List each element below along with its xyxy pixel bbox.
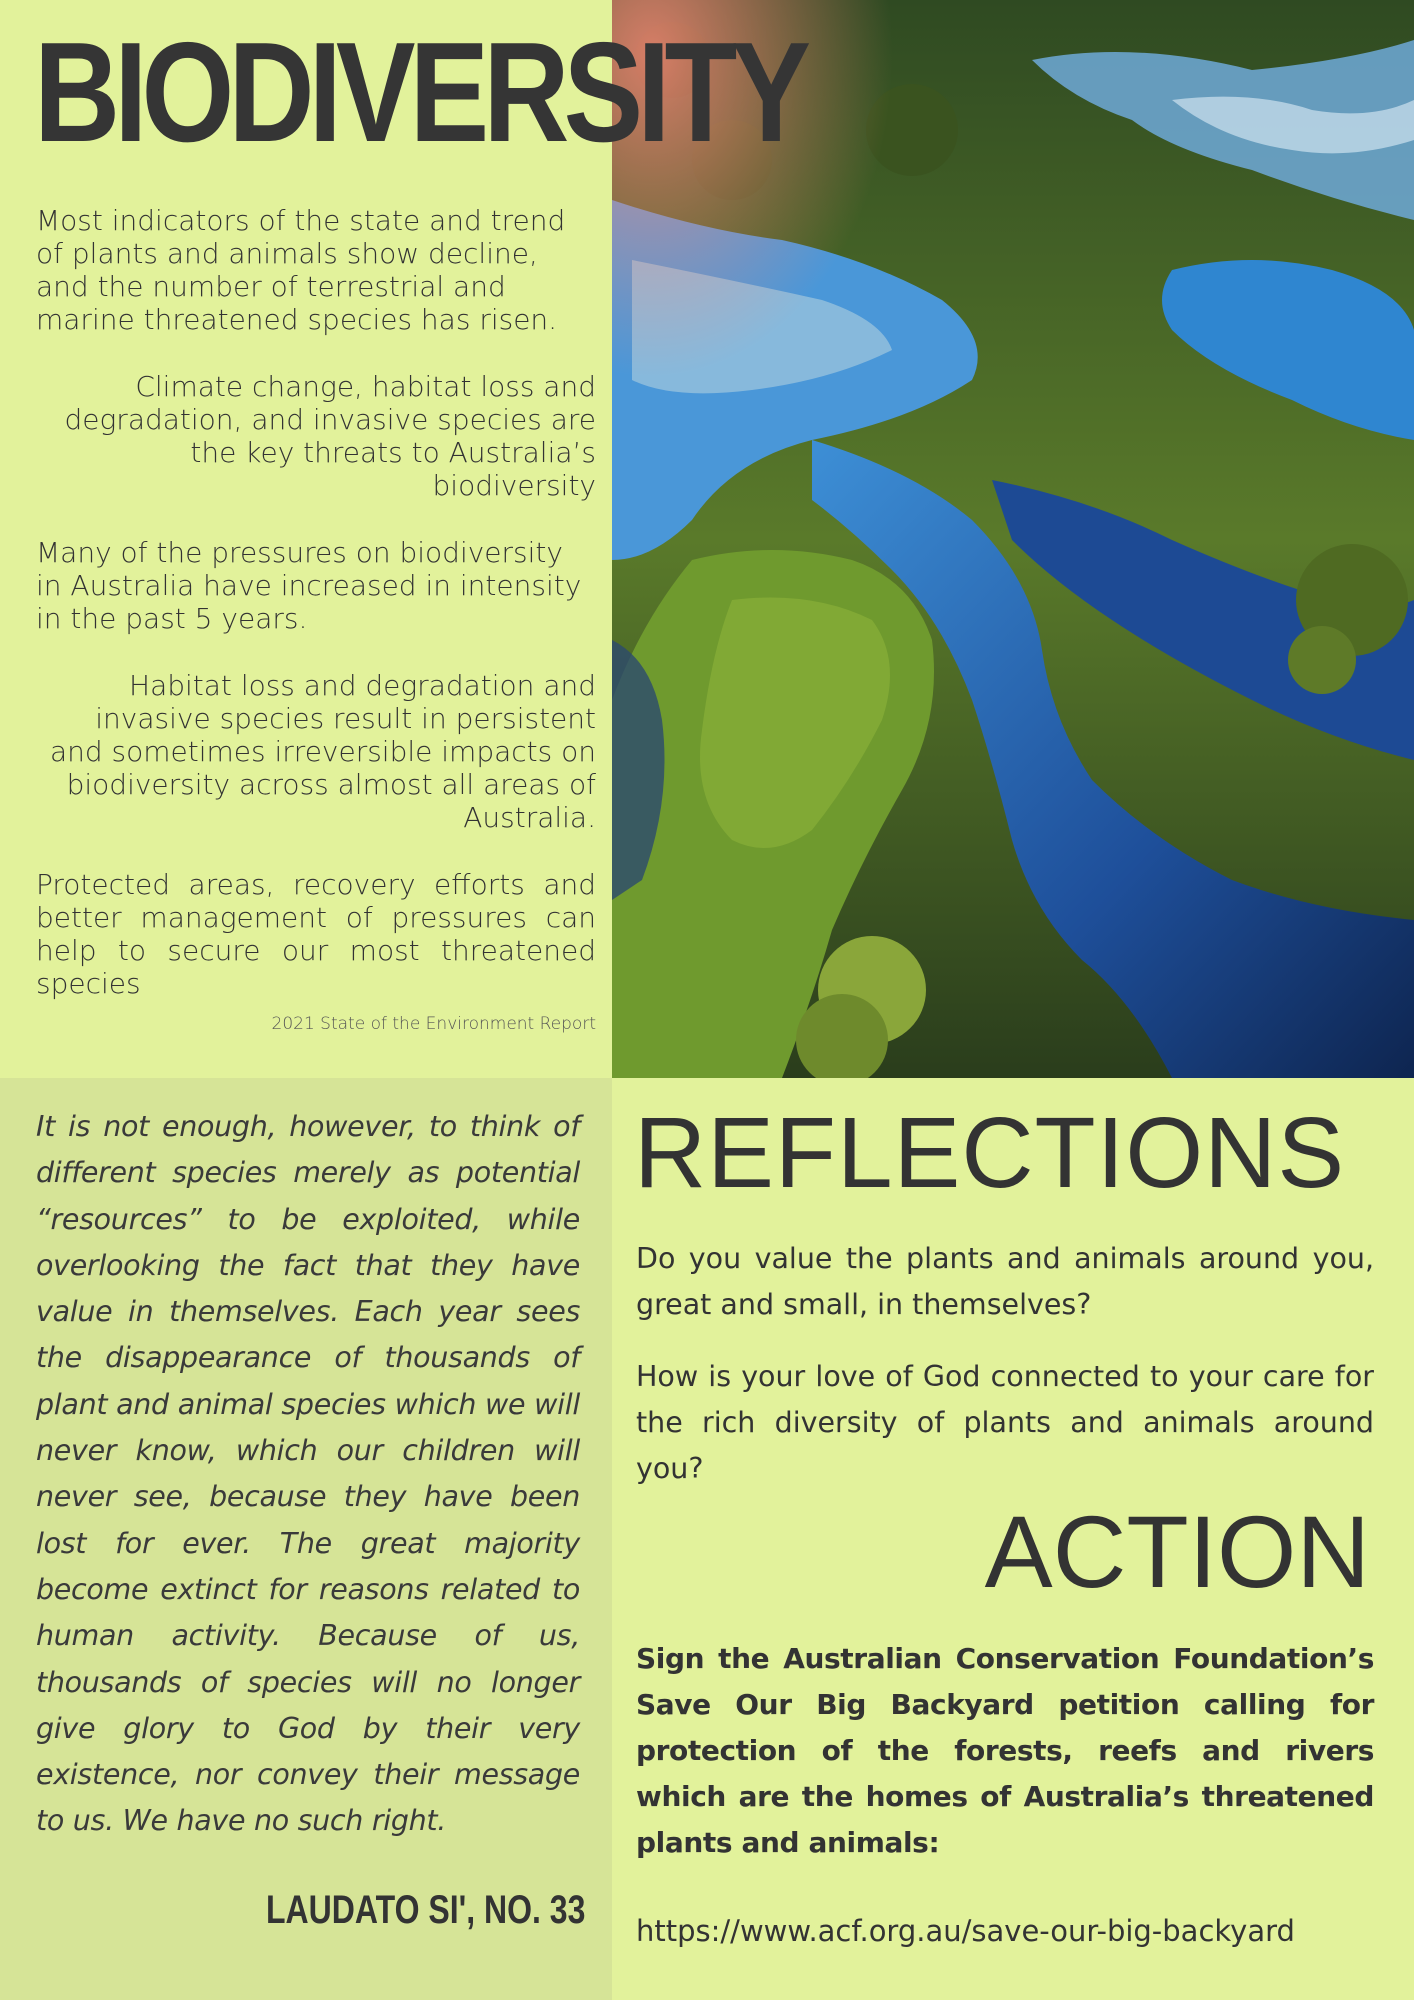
reflections-questions [636, 1236, 1374, 1518]
source-note: 2021 State of the Environment Report [271, 1014, 596, 1034]
quote-text: It is not enough, however, to think of different species merely as potential “resources” to be exploited, while overlooking the fact that they have value in themselves. Each year sees the disappearance of thousands of plant and animal species which we will never know, which our children will never see, because they have been lost for ever. The great majority become extinct for reasons related to human activity. Because of us, thousands of species will no longer give glory to God by their very existence, nor convey their message to us. We have no such right. [36, 1110, 580, 1838]
intro-paragraph-2: Climate change, habitat loss and degradation, and invasive species are the key threats to Australia’s biodiversity [64, 370, 596, 502]
action-text: Sign the Australian Conservation Foundation’s Save Our Big Backyard petition calling for protection of the forests, reefs and rivers which are the homes of Australia’s threatened plants and animals: [636, 1642, 1374, 1859]
reflections-heading: REFLECTIONS [634, 1097, 1346, 1209]
action-heading: ACTION [984, 1495, 1370, 1609]
petition-link[interactable]: https://www.acf.org.au/save-our-big-backyard [636, 1914, 1295, 1948]
reflection-question-2: How is your love of God connected to your care for the rich diversity of plants and animals around you? [636, 1360, 1374, 1485]
intro-paragraph-1: Most indicators of the state and trend of plants and animals show decline, and the number of terrestrial and marine threatened species has risen. [36, 204, 566, 336]
intro-paragraph-3: Many of the pressures on biodiversity in Australia have increased in intensity in the past 5 years. [36, 536, 582, 635]
quote-citation: LAUDATO SI', NO. 33 [266, 1888, 586, 1932]
reflection-question-1: Do you value the plants and animals around you, great and small, in themselves? [636, 1242, 1374, 1321]
page-title: BIODIVERSITY [34, 13, 806, 172]
intro-text [36, 204, 596, 1034]
intro-paragraph-5: Protected areas, recovery efforts and better management of pressures can help to secure our most threatened species [36, 868, 596, 1000]
intro-paragraph-4: Habitat loss and degradation and invasive species result in persistent and sometimes irreversible impacts on biodiversity across almost all areas of Australia. [49, 669, 596, 834]
